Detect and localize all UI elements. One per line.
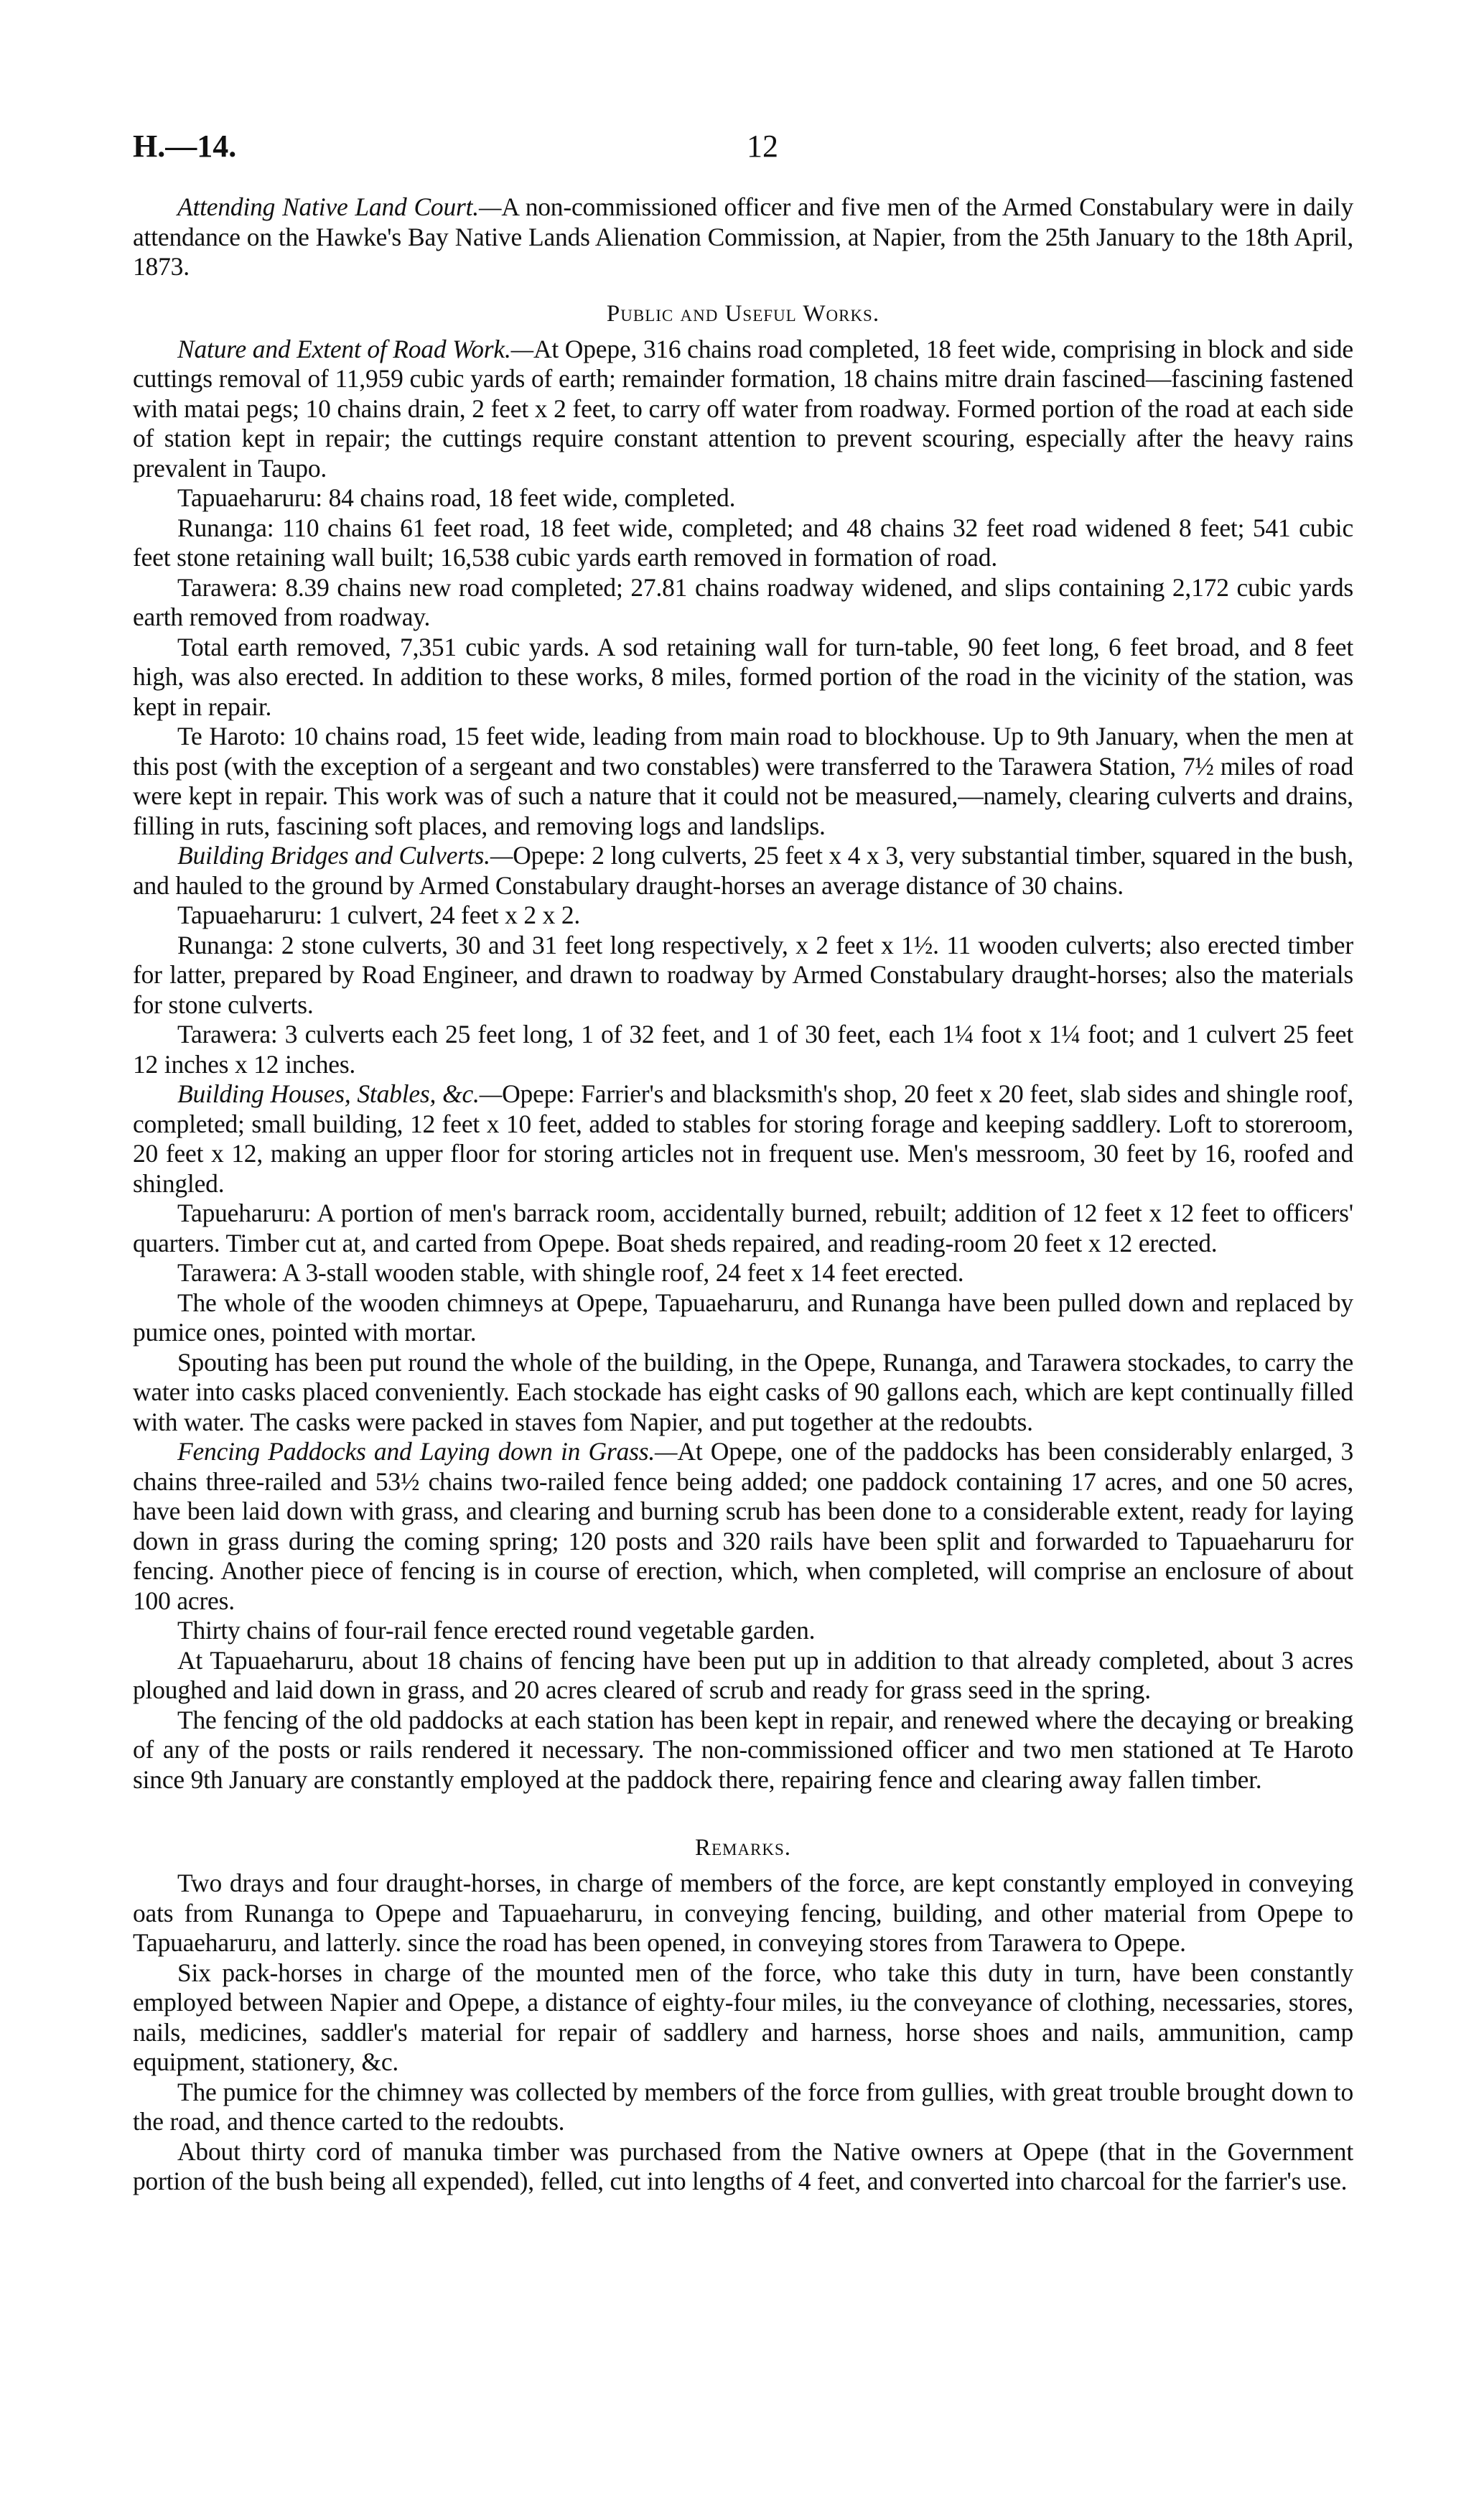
paragraph-text: Tarawera: 3 culverts each 25 feet long, 1 of 32 feet, and 1 of 30 feet, each 1¼ foot x 1¼ foot; and 1 culvert 25 feet 12 inches x 12 inches. — [133, 1020, 1353, 1079]
paragraph — [133, 1958, 1353, 2078]
paragraph-text: The pumice for the chimney was collected by members of the force from gullies, with great trouble brought down to the road, and thence carted to the redoubts. — [133, 2077, 1353, 2136]
paragraph — [133, 901, 1353, 931]
paragraph — [133, 513, 1353, 573]
paragraph — [133, 1646, 1353, 1706]
page-header — [133, 128, 1353, 171]
paragraph-text: Runanga: 2 stone culverts, 30 and 31 feet long respectively, x 2 feet x 1½. 11 wooden culverts; also erected timber for latter, prepared by Road Engineer, and drawn to roadway by Armed Constabulary draught-horses; also the materials for stone culverts. — [133, 930, 1353, 1019]
paragraph — [133, 335, 1353, 484]
paragraph-text: Opepe: Farrier's and blacksmith's shop, 20 feet x 20 feet, slab sides and shingle roof, completed; small building, 12 feet x 10 feet, added to stables for storing forage and keeping saddlery. Loft to storeroom, 20 feet x 12, making an upper floor for storing articles not in frequent use. Men's messroom, 30 feet by 16, roofed and shingled. — [133, 1079, 1353, 1198]
paragraph-text: At Opepe, one of the paddocks has been considerably enlarged, 3 chains three-railed and 53½ chains two-railed fence being added; one paddock containing 17 acres, and one 50 acres, have been laid down with grass, and clearing and burning scrub has been done to a considerable extent, ready for laying down in grass during the coming spring; 120 posts and 320 rails have been split and forwarded to Tapuaeharuru for fencing. Another piece of fencing is in course of erection, which, when completed, will comprise an enclosure of about 100 acres. — [133, 1437, 1354, 1615]
paragraph — [133, 841, 1353, 901]
paragraph — [133, 1869, 1353, 1958]
paragraph-text: The fencing of the old paddocks at each station has been kept in repair, and renewed where the decaying or breaking of any of the posts or rails rendered it necessary. The non-commissioned officer and two men stationed at Te Haroto since 9th January are constantly employed at the paddock there, repairing fence and clearing away fallen timber. — [133, 1705, 1353, 1794]
paragraph-text: The whole of the wooden chimneys at Opepe, Tapuaeharuru, and Runanga have been pulled down and replaced by pumice ones, pointed with mortar. — [133, 1288, 1353, 1347]
paragraph — [133, 1706, 1353, 1795]
paragraph — [133, 1079, 1353, 1199]
paragraph-text: Spouting has been put round the whole of the building, in the Opepe, Runanga, and Tarawera stockades, to carry the water into casks placed conveniently. Each stockade has eight casks of 90 gallons each, which are kept continually filled with water. The casks were packed in staves fom Napier, and put together at the redoubts. — [133, 1347, 1353, 1436]
paragraph-text: Tapueharuru: A portion of men's barrack room, accidentally burned, rebuilt; addition of 12 feet x 12 feet to officers' quarters. Timber cut at, and carted from Opepe. Boat sheds repaired, and reading-room 20 feet x 12 erected. — [133, 1199, 1353, 1257]
section-heading: Public and Useful Works. — [606, 300, 880, 327]
section-heading: Remarks. — [694, 1835, 792, 1861]
paragraph-text: Tapuaeharuru: 84 chains road, 18 feet wide, completed. — [177, 483, 736, 512]
paragraph-lead: Building Houses, Stables, &c.— — [177, 1079, 503, 1108]
paragraph-text: Total earth removed, 7,351 cubic yards. A sod retaining wall for turn-table, 90 feet long, 6 feet broad, and 8 feet high, was also erected. In addition to these works, 8 miles, formed portion of the road in the vicinity of the station, was kept in repair. — [133, 632, 1353, 721]
paragraph-text: At Tapuaeharuru, about 18 chains of fencing have been put up in addition to that already completed, about 3 acres ploughed and laid down in grass, and 20 acres cleared of scrub and ready for grass seed in the spring. — [133, 1645, 1353, 1704]
paragraph — [133, 1437, 1353, 1616]
paragraph-text: Te Haroto: 10 chains road, 15 feet wide, leading from main road to blockhouse. Up to 9th January, when the men at this post (with the exception of a sergeant and two constables) were transferred to the Tarawera Station, 7½ miles of road were kept in repair. This work was of such a nature that it could not be measured,—namely, clearing culverts and drains, filling in ruts, fascining soft places, and removing logs and landslips. — [133, 722, 1353, 840]
paragraph — [133, 1199, 1353, 1258]
paragraph-text: Opepe: 2 long culverts, 25 feet x 4 x 3, very substantial timber, squared in the bush, and hauled to the ground by Armed Constabulary draught-horses an average distance of 30 chains. — [133, 841, 1353, 900]
paragraph — [133, 633, 1353, 722]
paragraph-lead: Nature and Extent of Road Work.— — [177, 334, 533, 363]
paragraph-text: At Opepe, 316 chains road completed, 18 feet wide, comprising in block and side cuttings removal of 11,959 cubic yards of earth; remainder formation, 18 chains mitre drain fascined—fascining fastened with matai pegs; 10 chains drain, 2 feet x 2 feet, to carry off water from roadway. Formed portion of the road at each side of station kept in repair; the cuttings require constant attention to prevent scouring, especially after the heavy rains prevalent in Taupo. — [133, 334, 1353, 483]
paragraph-text: About thirty cord of manuka timber was purchased from the Native owners at Opepe (that in the Government portion of the bush being all expended), felled, cut into lengths of 4 feet, and converted into charcoal for the farrier's use. — [133, 2136, 1353, 2195]
paragraph — [133, 1288, 1353, 1348]
paragraph-text: A non-commissioned officer and five men of the Armed Constabulary were in daily attendance on the Hawke's Bay Native Lands Alienation Commission, at Napier, from the 25th January to the 18th April, 1873. — [133, 192, 1353, 281]
paragraph-lead: Attending Native Land Court.— — [177, 192, 502, 221]
paragraph-text: Six pack-horses in charge of the mounted men of the force, who take this duty in turn, have been constantly employed between Napier and Opepe, a distance of eighty-four miles, iu the conveyance of clothing, necessaries, stores, nails, medicines, saddler's material for repair of saddlery and harness, horse shoes and nails, ammunition, camp equipment, stationery, &c. — [133, 1958, 1353, 2076]
paragraph — [133, 192, 1353, 282]
page-number: 12 — [747, 129, 778, 164]
document-code: H.—14. — [133, 129, 237, 164]
paragraph-text: Tarawera: A 3-stall wooden stable, with shingle roof, 24 feet x 14 feet erected. — [177, 1258, 964, 1287]
paragraph-text: Two drays and four draught-horses, in charge of members of the force, are kept constantly employed in conveying oats from Runanga to Opepe and Tapuaeharuru, in conveying fencing, building, and other material from Opepe to Tapuaeharuru, and latterly. since the road has been opened, in conveying stores from Tarawera to Opepe. — [133, 1869, 1353, 1957]
paragraph-lead: Fencing Paddocks and Laying down in Grass.— — [177, 1437, 678, 1466]
paragraph-text: Thirty chains of four-rail fence erected round vegetable garden. — [177, 1616, 816, 1645]
paragraph-text: Runanga: 110 chains 61 feet road, 18 feet wide, completed; and 48 chains 32 feet road widened 8 feet; 541 cubic feet stone retaining wall built; 16,538 cubic yards earth removed in formation of road. — [133, 513, 1353, 572]
document-body — [133, 192, 1353, 2197]
paragraph — [133, 483, 1353, 513]
paragraph-text: Tapuaeharuru: 1 culvert, 24 feet x 2 x 2. — [177, 901, 581, 929]
paragraph — [133, 2137, 1353, 2197]
paragraph — [133, 1258, 1353, 1288]
paragraph-lead: Building Bridges and Culverts.— — [177, 841, 513, 870]
paragraph — [133, 2078, 1353, 2137]
paragraph — [133, 1020, 1353, 1079]
paragraph — [133, 722, 1353, 841]
paragraph — [133, 1616, 1353, 1646]
paragraph-text: Tarawera: 8.39 chains new road completed; 27.81 chains roadway widened, and slips containing 2,172 cubic yards earth removed from roadway. — [133, 572, 1353, 631]
paragraph — [133, 573, 1353, 633]
paragraph — [133, 1348, 1353, 1438]
paragraph — [133, 931, 1353, 1020]
